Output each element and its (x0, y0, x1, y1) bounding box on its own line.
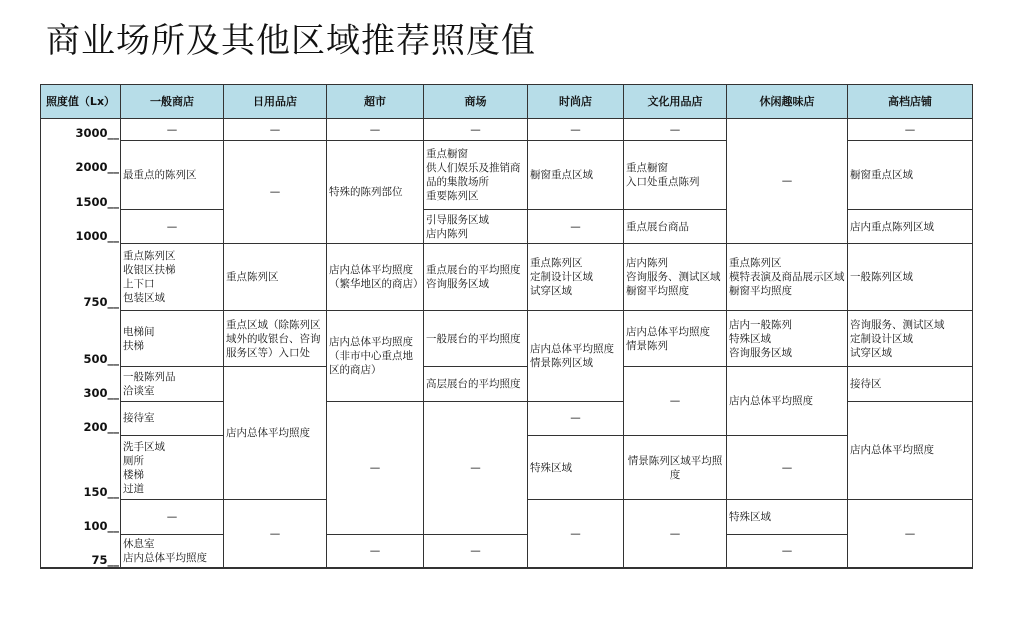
general-3000: — (121, 119, 224, 141)
fashion-750: 重点陈列区 定制设计区域 试穿区域 (528, 244, 624, 311)
page-title: 商业场所及其他区域推荐照度值 (46, 21, 536, 61)
lux-500: 500__ (41, 310, 121, 366)
mall-300: 高层展台的平均照度 (424, 367, 528, 401)
supermarket-200-100: — (327, 401, 424, 534)
fashion-1000: — (528, 210, 624, 244)
luxury-100-75: — (848, 500, 973, 569)
header-lux: 照度值（Lx） (41, 85, 121, 119)
supermarket-special-display: 特殊的陈列部位 (327, 141, 424, 244)
supermarket-75: — (327, 534, 424, 568)
lux-150: 150__ (41, 435, 121, 500)
leisure-750: 重点陈列区 模特表演及商品展示区域 橱窗平均照度 (727, 244, 848, 311)
fashion-100-75: — (528, 500, 624, 569)
luxury-3000: — (848, 119, 973, 141)
general-750: 重点陈列区 收银区扶梯 上下口 包装区域 (121, 244, 224, 311)
header-luxury: 高档店铺 (848, 85, 973, 119)
header-stationery: 文化用品店 (624, 85, 727, 119)
illuminance-table (40, 84, 972, 569)
lux-3000: 3000__ (41, 119, 121, 141)
lux-750: 750__ (41, 244, 121, 311)
leisure-300-200: 店内总体平均照度 (727, 367, 848, 436)
mall-200-100: — (424, 401, 528, 534)
header-supermarket: 超市 (327, 85, 424, 119)
luxury-750: 一般陈列区域 (848, 244, 973, 311)
stationery-750: 店内陈列 咨询服务、测试区域 橱窗平均照度 (624, 244, 727, 311)
header-row (41, 85, 973, 119)
leisure-75: — (727, 534, 848, 568)
daily-300-150: 店内总体平均照度 (224, 367, 327, 500)
stationery-2000: 重点橱窗 入口处重点陈列 (624, 141, 727, 210)
stationery-1000: 重点展台商品 (624, 210, 727, 244)
supermarket-750: 店内总体平均照度（繁华地区的商店） (327, 244, 424, 311)
recommendation-table (40, 84, 973, 569)
mall-750: 重点展台的平均照度 咨询服务区域 (424, 244, 528, 311)
fashion-150: 特殊区域 (528, 435, 624, 500)
daily-750: 重点陈列区 (224, 244, 327, 311)
lux-300: 300__ (41, 367, 121, 401)
mall-1000: 引导服务区域 店内陈列 (424, 210, 528, 244)
mall-3000: — (424, 119, 528, 141)
header-daily-goods: 日用品店 (224, 85, 327, 119)
mall-2000: 重点橱窗 供人们娱乐及推销商品的集散场所 重要陈列区 (424, 141, 528, 210)
daily-500: 重点区域（除陈列区域外的收银台、咨询服务区等）入口处 (224, 310, 327, 366)
daily-100-75: — (224, 500, 327, 569)
fashion-3000: — (528, 119, 624, 141)
luxury-2000: 橱窗重点区域 (848, 141, 973, 210)
table-bottom-rule (40, 567, 972, 569)
lux-100: 100__ (41, 500, 121, 534)
luxury-300: 接待区 (848, 367, 973, 401)
general-key-display: 最重点的陈列区 (121, 141, 224, 210)
stationery-100-75: — (624, 500, 727, 569)
general-200: 接待室 (121, 401, 224, 435)
mall-500: 一般展台的平均照度 (424, 310, 528, 366)
stationery-300-200: — (624, 367, 727, 436)
general-150: 洗手区域 厕所 楼梯 过道 (121, 435, 224, 500)
fashion-200: — (528, 401, 624, 435)
lux-200: 200__ (41, 401, 121, 435)
luxury-1000: 店内重点陈列区域 (848, 210, 973, 244)
stationery-150: 情景陈列区域平均照度 (624, 435, 727, 500)
header-fashion: 时尚店 (528, 85, 624, 119)
header-mall: 商场 (424, 85, 528, 119)
lux-75: 75__ (41, 534, 121, 568)
mall-75: — (424, 534, 528, 568)
daily-2000-1000: — (224, 141, 327, 244)
fashion-2000: 橱窗重点区域 (528, 141, 624, 210)
general-500: 电梯间 扶梯 (121, 310, 224, 366)
fashion-500: 店内总体平均照度 情景陈列区域 (528, 310, 624, 401)
lux-2000: 2000__ (41, 141, 121, 175)
stationery-3000: — (624, 119, 727, 141)
luxury-200-150: 店内总体平均照度 (848, 401, 973, 500)
stationery-500: 店内总体平均照度 情景陈列 (624, 310, 727, 366)
leisure-500: 店内一般陈列 特殊区域 咨询服务区域 (727, 310, 848, 366)
general-100: — (121, 500, 224, 534)
general-75: 休息室 店内总体平均照度 (121, 534, 224, 568)
luxury-500: 咨询服务、测试区域 定制设计区域 试穿区域 (848, 310, 973, 366)
leisure-100: 特殊区域 (727, 500, 848, 534)
supermarket-500: 店内总体平均照度（非市中心重点地区的商店） (327, 310, 424, 401)
general-300: 一般陈列品 洽谈室 (121, 367, 224, 401)
general-1000: — (121, 210, 224, 244)
daily-3000: — (224, 119, 327, 141)
leisure-3000-1000: — (727, 119, 848, 244)
lux-1000: 1000__ (41, 210, 121, 244)
lux-1500: 1500__ (41, 175, 121, 209)
header-leisure: 休闲趣味店 (727, 85, 848, 119)
leisure-150: — (727, 435, 848, 500)
header-general-store: 一般商店 (121, 85, 224, 119)
supermarket-3000: — (327, 119, 424, 141)
